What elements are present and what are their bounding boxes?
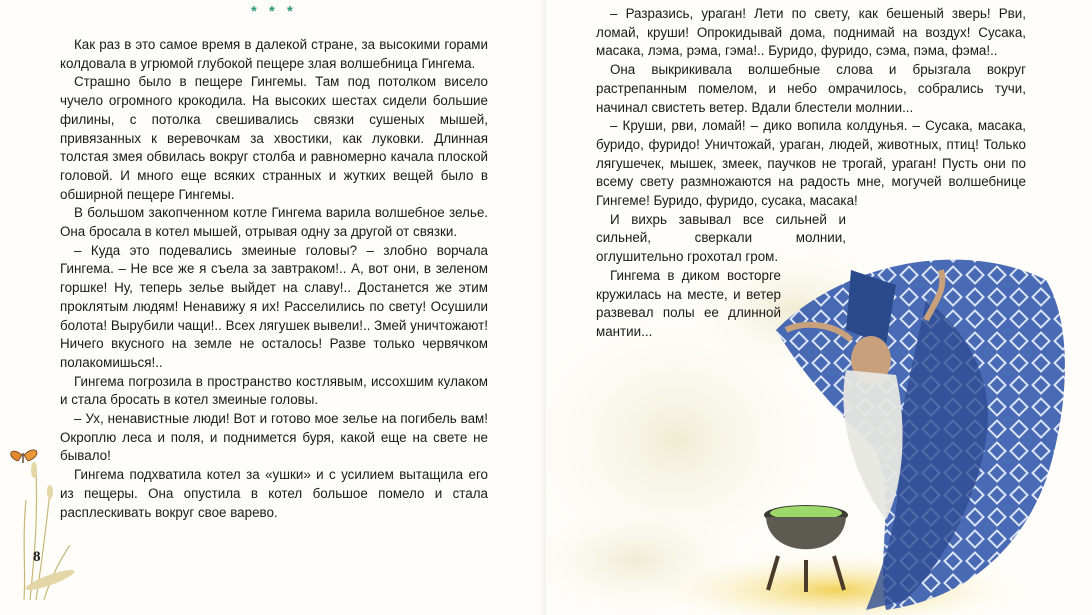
grass-leaves (24, 462, 76, 594)
paragraph: – Ух, ненавистные люди! Вот и готово мое зелье на погибель вам! Окроплю леса и поля, и поднимется буря, какой еще на свете не бывало! (60, 411, 488, 464)
paragraph: Она выкрикивала волшебные слова и брызгала вокруг растрепанным помелом, и небо омрачилось, собрались тучи, начинал свистеть ветер. Вдали блестели молнии... (596, 62, 1026, 115)
paragraph: Гингема погрозила в пространство костлявым, иссохшим кулаком и стала бросать в котел змеиные головы. (60, 373, 488, 408)
paragraph: Страшно было в пещере Гингемы. Там под потолком висело чучело огромного крокодила. На высоких шестах сидели большие филины, с потолка свешивались связки сушеных мышей, привязанных к веревочкам за хвостики, как луковки. Длинная толстая змея обвилась вокруг столба и равномерно качала плоской головой. И много еще всяких странных и жутких вещей было в обширной пещере Гингемы. (60, 74, 488, 202)
page-number: 8 (33, 549, 41, 565)
paragraph: Гингема в диком восторге кружилась на месте, и ветер развевал полы ее длинной мантии... (596, 267, 781, 339)
right-page (546, 0, 1092, 615)
paragraph: – Круши, рви, ломай! – дико вопила колдунья. – Сусака, масака, буридо, фуридо! Уничтожай, ураган, людей, животных, птиц! Только лягушечек, мышек, змеек, паучков не трогай, ураган! Пусть они по всему свету размножаются на радость мне, могучей волшебнице Гингеме! Буридо, фуридо, сусака, масака! (596, 118, 1026, 209)
right-text-column (596, 5, 1026, 342)
butterfly-grass-illustration (0, 0, 120, 615)
paragraph: – Разразись, ураган! Лети по свету, как бешеный зверь! Рви, ломай, круши! Опрокидывай дома, поднимай на воздух! Сусака, масака, лэма, рэма, гэма!.. Буридо, фуридо, сэма, пэма, фэма!.. (596, 6, 1026, 59)
left-text-column (60, 36, 488, 522)
butterfly-icon (11, 450, 37, 463)
paragraph: В большом закопченном котле Гингема варила волшебное зелье. Она бросала в котел мышей, отрывая одну за другой от связки. (60, 205, 488, 240)
paragraph: – Куда это подевались змеиные головы? – злобно ворчала Гингема. – Не все же я съела за завтраком!.. А, вот они, в зеленом горшке! Ну, теперь зелье выйдет на славу!.. Достанется же этим проклятым людям! Ненавижу я их! Расселились по свету! Осушили болота! Вырубили чащи!.. Всех лягушек вывели!.. Змей уничтожают! Ничего вкусного на земле не осталось! Разве только червячком полакомишься!.. (60, 242, 488, 370)
section-ornament: * * * (251, 3, 297, 20)
paragraph: И вихрь завывал все сильней и сильней, сверкали молнии, оглушительно грохотал гром. (596, 211, 846, 265)
paragraph: Гингема подхватила котел за «ушки» и с усилием вытащила его из пещеры. Она опустила в котел большое помело и стала расплескивать вокруг свое варево. (60, 467, 488, 520)
paragraph: Как раз в это самое время в далекой стране, за высокими горами колдовала в угрюмой глубокой пещере злая волшебница Гингема. (60, 37, 488, 71)
